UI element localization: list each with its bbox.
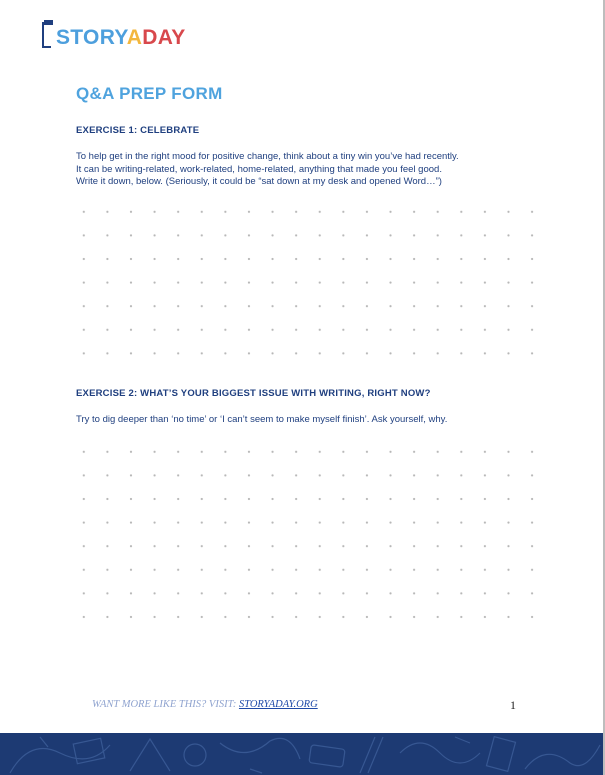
- logo-a: A: [126, 26, 143, 49]
- doodle-pattern-icon: [0, 733, 603, 775]
- form-title: Q&A PREP FORM: [76, 84, 223, 103]
- logo-bracket-icon: [42, 22, 51, 48]
- exercise-2-heading: EXERCISE 2: WHAT’S YOUR BIGGEST ISSUE WITH WRITING, RIGHT NOW?: [76, 388, 431, 399]
- page-number: 1: [510, 698, 516, 712]
- logo-story: STORY: [56, 26, 127, 49]
- exercise-2-line-1: Try to dig deeper than ‘no time’ or ‘I can’t seem to make myself finish’. Ask yourself, why.: [76, 414, 448, 425]
- footer-prompt: WANT MORE LIKE THIS? VISIT:: [92, 699, 239, 710]
- storyaday-link[interactable]: STORYADAY.ORG: [238, 699, 318, 710]
- exercise-1-answer-area[interactable]: [72, 200, 534, 355]
- exercise-2-answer-area[interactable]: [72, 440, 534, 630]
- logo-wordmark: [56, 26, 186, 50]
- logo-tab-icon: [44, 20, 53, 25]
- exercise-1-line-3: Write it down, below. (Seriously, it could be “sat down at my desk and opened Word…”): [76, 176, 442, 187]
- exercise-2-instructions: [76, 414, 536, 427]
- exercise-1-line-1: To help get in the right mood for positive change, think about a tiny win you’ve had recently.: [76, 151, 459, 162]
- exercise-1-heading: EXERCISE 1: CELEBRATE: [76, 125, 200, 136]
- footer-cta: [92, 699, 318, 710]
- exercise-1-instructions: [76, 151, 536, 189]
- logo-day: DAY: [142, 26, 186, 49]
- footer-decorative-band: [0, 733, 603, 775]
- exercise-1-line-2: It can be writing-related, work-related, home-related, anything that made you feel good.: [76, 163, 442, 175]
